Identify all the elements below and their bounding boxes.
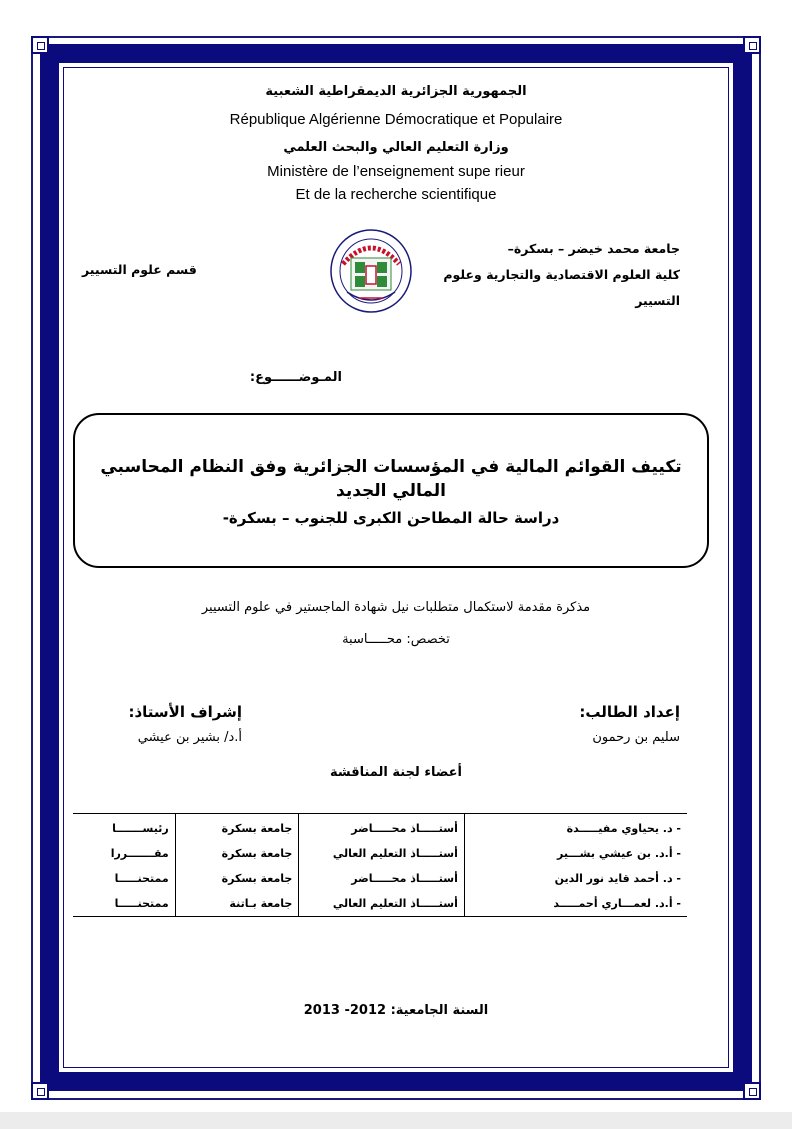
- jury-member-role: ممتحنـــــا: [114, 897, 169, 910]
- jury-member-university: جامعة بسكرة: [175, 814, 299, 842]
- jury-member-name: - أ.د. بن عيشي بشـــير: [464, 841, 687, 866]
- thesis-title: تكييف القوائم المالية في المؤسسات الجزائرية وفق النظام المحاسبي المالي الجديد: [100, 457, 682, 501]
- republic-arabic: الجمهورية الجزائرية الديمقراطية الشعبية: [265, 84, 527, 99]
- table-row: [73, 891, 687, 917]
- corner-ornament-icon: [743, 1082, 761, 1100]
- table-row: [73, 814, 687, 842]
- border-band-top: [40, 44, 752, 63]
- ministry-french-line-2: Et de la recherche scientifique: [295, 186, 497, 203]
- jury-member-name: - د. يحياوي مفيـــــدة: [464, 814, 687, 842]
- jury-member-grade: أستـــــاذ التعليم العالي: [299, 891, 465, 917]
- page-bottom-margin: [0, 1112, 792, 1129]
- subject-label: المـوضــــــوع:: [249, 370, 342, 385]
- student-name: سليم بن رحمون: [592, 730, 680, 745]
- department-name: قسم علوم التسيير: [82, 262, 197, 277]
- table-row: [73, 866, 687, 891]
- jury-member-grade: أستـــــاذ محـــــاضر: [299, 814, 465, 842]
- table-row: [73, 841, 687, 866]
- jury-member-grade: أستـــــاذ محـــــاضر: [299, 866, 465, 891]
- academic-year: السنة الجامعية: 2012- 2013: [303, 1003, 489, 1018]
- jury-member-name: - د. أحمد قايد نور الدين: [464, 866, 687, 891]
- supervisor-label: إشراف الأستاذ:: [128, 703, 242, 721]
- jury-member-role: رئيســـــــا: [112, 822, 169, 835]
- corner-ornament-icon: [743, 36, 761, 54]
- jury-member-role: مقـــــــررا: [110, 847, 169, 860]
- jury-title: أعضاء لجنة المناقشة: [329, 765, 463, 780]
- jury-member-university: جامعة بسكرة: [175, 841, 299, 866]
- jury-member-university: جامعة بـاتنة: [175, 891, 299, 917]
- jury-member-grade: أستـــــاذ التعليم العالي: [299, 841, 465, 866]
- student-label: إعداد الطالب:: [579, 703, 680, 721]
- corner-ornament-icon: [31, 1082, 49, 1100]
- jury-member-name: - أ.د. لعمـــاري أحمـــــد: [464, 891, 687, 917]
- corner-ornament-icon: [31, 36, 49, 54]
- memo-purpose: مذكرة مقدمة لاستكمال متطلبات نيل شهادة الماجستير في علوم التسيير: [201, 600, 591, 615]
- faculty-name: كلية العلوم الاقتصادية والتجارية وعلوم التسيير: [443, 267, 680, 308]
- jury-table: [73, 813, 687, 917]
- ministry-arabic: وزارة التعليم العالي والبحث العلمي: [283, 140, 509, 155]
- jury-member-role: ممتحنـــــا: [114, 872, 169, 885]
- university-name: جامعة محمد خيضر – بسكرة–: [507, 241, 680, 256]
- border-band-bottom: [40, 1072, 752, 1091]
- supervisor-name: أ.د/ بشير بن عيشي: [137, 730, 242, 745]
- specialty: تخصص: محـــــاسبة: [342, 632, 450, 647]
- republic-french: République Algérienne Démocratique et Populaire: [229, 111, 563, 128]
- jury-member-university: جامعة بسكرة: [175, 866, 299, 891]
- case-study-subtitle: دراسة حالة المطاحن الكبرى للجنوب – بسكرة-: [222, 509, 560, 527]
- university-emblem-icon: [329, 228, 413, 314]
- ministry-french-line-1: Ministère de l’enseignement supe rieur: [267, 163, 525, 180]
- thesis-title-box: [73, 413, 709, 568]
